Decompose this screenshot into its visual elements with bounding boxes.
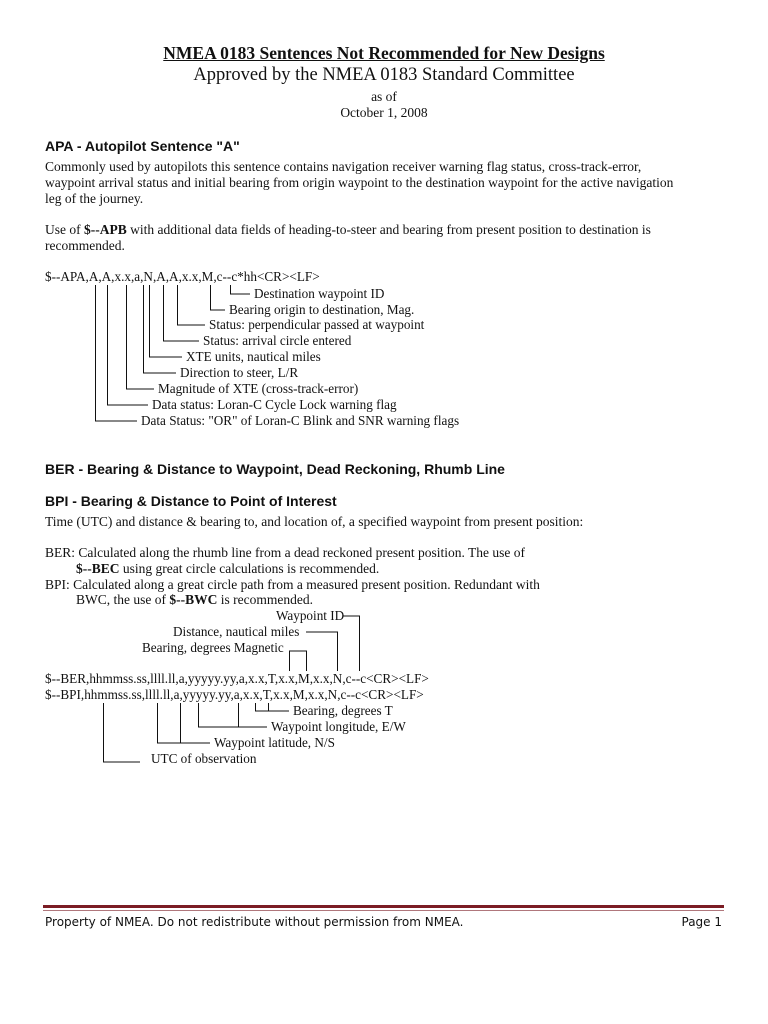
apa-connector: [178, 285, 206, 325]
apa-field-label: Status: perpendicular passed at waypoint: [209, 317, 425, 332]
bpi-format-string: $--BPI,hhmmss.ss,llll.ll,a,yyyyy.yy,a,x.x,T,x.x,M,x.x,N,c--c<CR><LF>: [45, 687, 424, 702]
bpi-upper-field-label: Bearing, degrees Magnetic: [142, 640, 284, 655]
ber-line2-text: using great circle calculations is recommended.: [119, 561, 380, 576]
apa-connector: [108, 285, 149, 405]
apa-field-label: XTE units, nautical miles: [186, 349, 321, 364]
bpi-upper-connector: [343, 616, 360, 671]
bpi-upper-field-label: Distance, nautical miles: [173, 624, 300, 639]
bpi-upper-connector: [306, 632, 338, 671]
bpi-description-line1: BPI: Calculated along a great circle path from a measured present position. Redundant with: [45, 577, 540, 592]
bpi-lower-connector: [256, 703, 290, 711]
approval-date: October 1, 2008: [340, 105, 428, 120]
apa-connector: [144, 285, 177, 373]
bpi-lower-connector: [104, 703, 141, 762]
apa-heading: APA - Autopilot Sentence "A": [45, 138, 240, 154]
bwc-reference: $--BWC: [169, 592, 218, 607]
bpi-lower-connector: [199, 703, 239, 727]
bpi-lower-field-label: Bearing, degrees T: [293, 703, 393, 718]
bpi-lower-field-label: Waypoint longitude, E/W: [271, 719, 406, 734]
apa-field-label: Bearing origin to destination, Mag.: [229, 302, 415, 317]
apa-connector: [211, 285, 226, 310]
bpi-lower-field-label: Waypoint latitude, N/S: [214, 735, 335, 750]
apa-field-label: Data Status: "OR" of Loran-C Blink and SNR warning flags: [141, 413, 460, 428]
bpi-lower-connector: [239, 703, 268, 727]
document-title: NMEA 0183 Sentences Not Recommended for New Designs: [163, 43, 605, 63]
apa-connector: [231, 285, 251, 294]
apa-field-label: Direction to steer, L/R: [180, 365, 299, 380]
bpi-lower-connector: [158, 703, 181, 743]
bpi-line2-suffix: is recommended.: [217, 592, 313, 607]
apa-field-label: Destination waypoint ID: [254, 286, 385, 301]
apa-format-string: $--APA,A,A,x.x,a,N,A,A,x.x,M,c--c*hh<CR><LF>: [45, 269, 320, 284]
apa-use-suffix: with additional data fields of heading-to-steer and bearing from present position to destination is recommended.: [45, 222, 651, 253]
ber-description-line1: BER: Calculated along the rhumb line from a dead reckoned present position. The use of: [45, 545, 525, 560]
apa-connector: [164, 285, 200, 341]
apa-apb-reference: $--APB: [84, 222, 127, 237]
as-of-label: as of: [371, 89, 397, 104]
bec-reference: $--BEC: [76, 561, 120, 576]
document-subtitle: Approved by the NMEA 0183 Standard Committee: [193, 65, 575, 85]
ber-heading: BER - Bearing & Distance to Waypoint, Dead Reckoning, Rhumb Line: [45, 461, 505, 477]
bpi-lower-field-label: UTC of observation: [151, 751, 257, 766]
bpi-lower-connector: [181, 703, 211, 743]
page-number: Page 1: [681, 915, 722, 929]
footer-notice: Property of NMEA. Do not redistribute without permission from NMEA.: [45, 915, 464, 929]
bpi-heading: BPI - Bearing & Distance to Point of Interest: [45, 493, 337, 509]
ber-format-string: $--BER,hhmmss.ss,llll.ll,a,yyyyy.yy,a,x.x,T,x.x,M,x.x,N,c--c<CR><LF>: [45, 671, 429, 686]
bpi-line2-prefix: BWC, the use of: [76, 592, 170, 607]
bpi-intro: Time (UTC) and distance & bearing to, and location of, a specified waypoint from present position:: [45, 514, 584, 529]
footer-rule: [43, 905, 724, 908]
apa-field-label: Status: arrival circle entered: [203, 333, 352, 348]
bpi-upper-field-label: Waypoint ID: [276, 608, 345, 623]
apa-field-label: Data status: Loran-C Cycle Lock warning flag: [152, 397, 397, 412]
apa-connector: [96, 285, 138, 421]
apa-description: Commonly used by autopilots this sentence contains navigation receiver warning flag status, cross-track-error, waypoint arrival status and initial bearing from origin waypoint to the destination waypoint for the active navigation leg of the journey.: [45, 159, 674, 206]
footer-rule-thin: [43, 910, 724, 911]
apa-field-label: Magnitude of XTE (cross-track-error): [158, 381, 359, 396]
apa-use-prefix: Use of: [45, 222, 84, 237]
bpi-upper-connector: [290, 651, 307, 671]
